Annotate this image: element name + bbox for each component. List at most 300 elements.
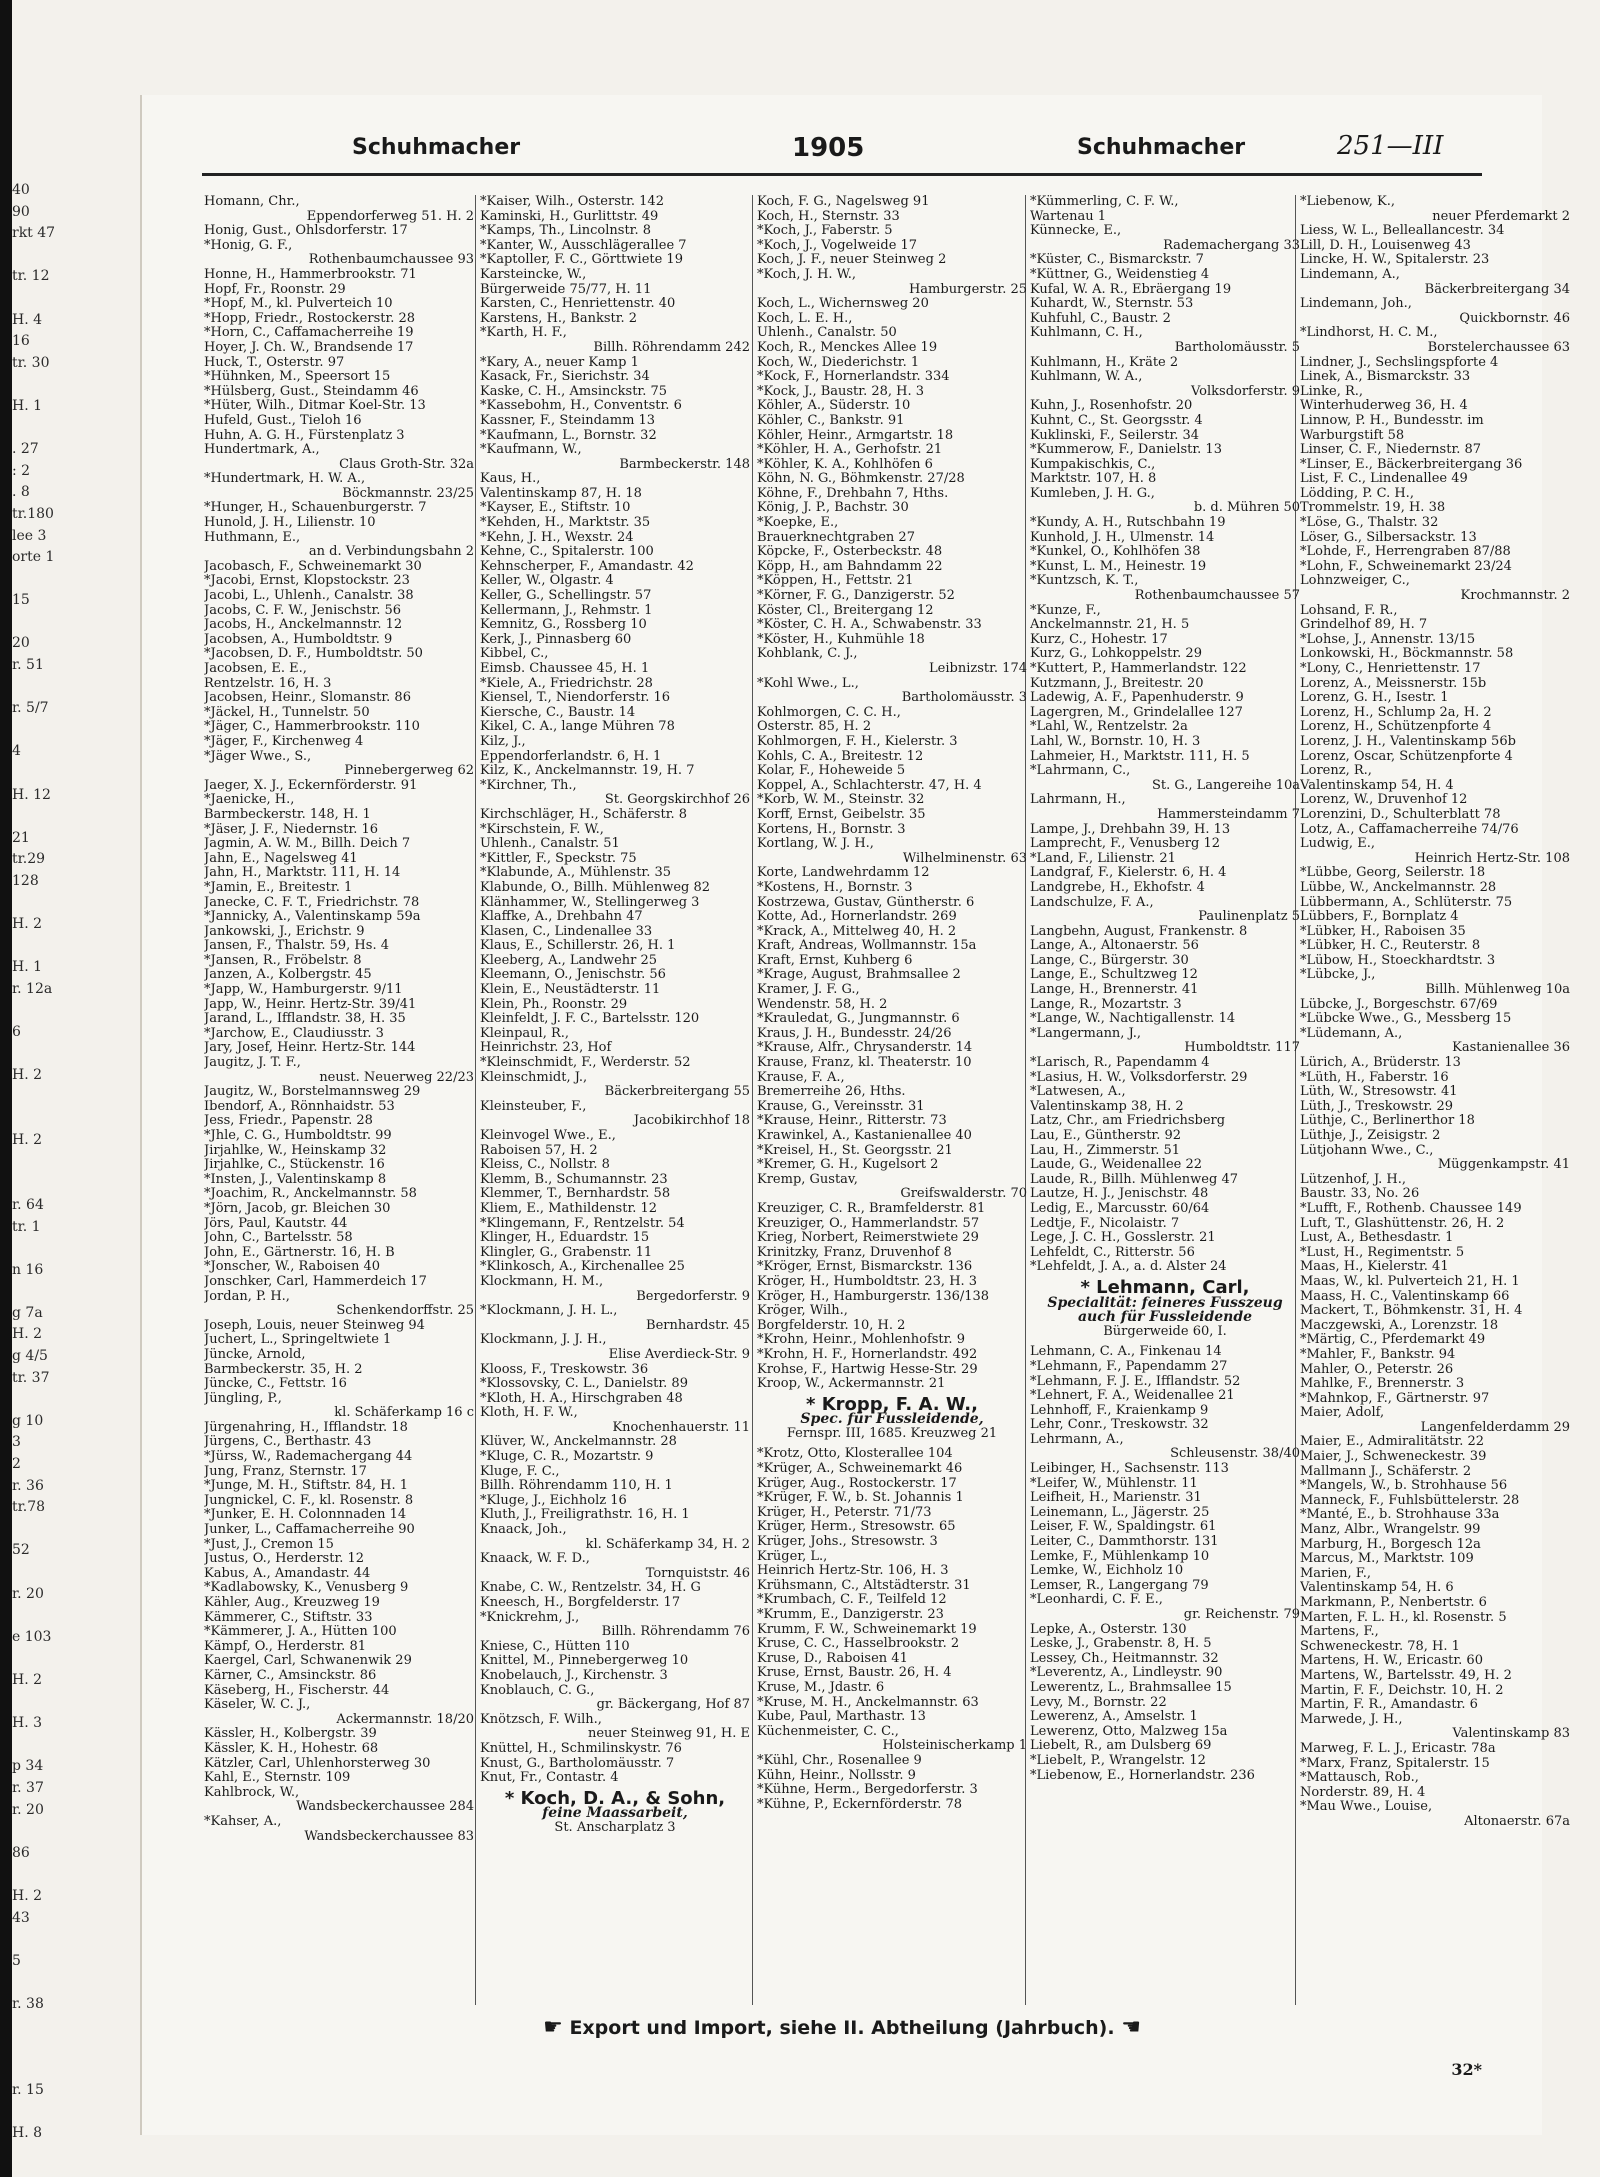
previous-page-text	[12, 1109, 82, 1131]
directory-entry: Kruse, M., Jdastr. 6	[757, 1679, 885, 1695]
directory-entry: Knut, Fr., Contastr. 4	[480, 1770, 619, 1786]
directory-entry: *Körner, F. G., Danzigerstr. 52	[757, 588, 955, 604]
previous-page-text	[12, 569, 82, 591]
directory-entry: Jacobsen, E. E.,	[204, 661, 307, 676]
directory-entry: *Hunger, H., Schauenburgerstr. 7	[204, 500, 427, 516]
previous-page-text: 6	[12, 1024, 21, 1041]
directory-entry: *Lübbe, Georg, Seilerstr. 18	[1300, 865, 1486, 881]
directory-entry: Kufal, W. A. R., Ebräergang 19	[1030, 281, 1232, 297]
directory-entry: Lorenz, W., Druvenhof 12	[1300, 792, 1468, 808]
directory-entry: Landschulze, F. A.,	[1030, 894, 1154, 910]
directory-entry: *Mangels, W., b. Strohhause 56	[1300, 1478, 1508, 1494]
directory-entry: Lohsand, F. R.,	[1300, 602, 1398, 618]
directory-entry: Kärner, C., Amsinckstr. 86	[204, 1667, 377, 1683]
directory-entry: *Krüger, A., Schweinemarkt 46	[757, 1461, 963, 1477]
directory-entry: Maier, Adolf,	[1300, 1405, 1385, 1421]
directory-entry: *Kock, F., Hornerlandstr. 334	[757, 369, 950, 385]
directory-entry: Leiter, C., Dammthorstr. 131	[1030, 1534, 1219, 1550]
directory-entry: Rentzelstr. 16, H. 3	[204, 675, 332, 691]
directory-entry: Huck, T., Osterstr. 97	[204, 354, 345, 370]
directory-entry: *Kary, A., neuer Kamp 1	[480, 354, 639, 370]
directory-entry: Ladewig, A. F., Papenhuderstr. 9	[1030, 690, 1244, 706]
previous-page-text: r. 38	[12, 1995, 44, 2012]
directory-entry: kl. Schäferkamp 34, H. 2	[585, 1536, 750, 1552]
directory-entry: *Liebenow, K.,	[1300, 195, 1396, 209]
directory-entry: Lüthje, C., Berlinerthor 18	[1300, 1113, 1475, 1129]
directory-entry: *Kaiser, Wilh., Osterstr. 142	[480, 195, 664, 209]
directory-entry: Knoblauch, C. G.,	[480, 1682, 595, 1698]
column-4	[1030, 195, 1300, 1995]
directory-entry: Müggenkampstr. 41	[1437, 1157, 1570, 1173]
directory-entry: Knittel, M., Pinnebergerweg 10	[480, 1653, 689, 1669]
directory-entry: Kuhardt, W., Sternstr. 53	[1030, 296, 1194, 312]
directory-entry: Kahl, E., Sternstr. 109	[204, 1770, 351, 1786]
previous-page-text: tr. 12	[12, 268, 50, 285]
directory-entry: Heinrich Hertz-Str. 108	[1414, 850, 1570, 866]
directory-entry: Ledig, E., Marcusstr. 60/64	[1030, 1200, 1210, 1216]
directory-entry: Rothenbaumchaussee 93	[308, 252, 474, 268]
directory-entry: *Klossovsky, C. L., Danielstr. 89	[480, 1376, 688, 1392]
directory-entry: Jacobsen, Heinr., Slomanstr. 86	[204, 690, 411, 706]
directory-entry: Kaminski, H., Gurlittstr. 49	[480, 208, 659, 224]
directory-entry: *Liebenow, E., Hornerlandstr. 236	[1030, 1767, 1255, 1783]
advertisement	[1030, 1276, 1300, 1339]
previous-page-text: tr.180	[12, 505, 54, 522]
previous-page-text: r. 51	[12, 657, 44, 674]
directory-entry: *Lufft, F., Rothenb. Chaussee 149	[1300, 1200, 1522, 1216]
directory-entry: Jahn, H., Marktstr. 111, H. 14	[204, 865, 401, 881]
directory-entry: *Mau Wwe., Louise,	[1300, 1799, 1433, 1815]
directory-entry: Kohlmorgen, F. H., Kielerstr. 3	[757, 733, 958, 749]
directory-entry: Liebelt, R., am Dulsberg 69	[1030, 1738, 1212, 1754]
directory-entry: Knobelauch, J., Kirchenstr. 3	[480, 1667, 668, 1683]
directory-entry: *Linser, E., Bäckerbreitergang 36	[1300, 456, 1523, 472]
directory-entry: Lehr, Conr., Treskowstr. 32	[1030, 1417, 1209, 1433]
directory-entry: Barmbeckerstr. 148, H. 1	[204, 806, 371, 822]
directory-entry: Kunhold, J. H., Ulmenstr. 14	[1030, 529, 1215, 545]
directory-entry: Maas, W., kl. Pulverteich 21, H. 1	[1300, 1273, 1520, 1289]
directory-entry: Klaus, E., Schillerstr. 26, H. 1	[480, 938, 676, 954]
directory-entry: Lewerenz, A., Amselstr. 1	[1030, 1709, 1198, 1725]
directory-entry: Klasen, C., Lindenallee 33	[480, 923, 653, 939]
directory-entry: Valentinskamp 87, H. 18	[480, 485, 642, 501]
directory-entry: Kleeberg, A., Landwehr 25	[480, 952, 658, 968]
directory-entry: Lewerenz, Otto, Malzweg 15a	[1030, 1723, 1228, 1739]
previous-page-text: H. 1	[12, 959, 43, 976]
directory-entry: Maier, J., Schweneckestr. 39	[1300, 1449, 1487, 1465]
directory-entry: Mallmann J., Schäferstr. 2	[1300, 1463, 1472, 1479]
directory-entry: Kastanienallee 36	[1452, 1040, 1570, 1056]
previous-page-text: 2	[12, 1456, 21, 1473]
directory-entry: Jacobikirchhof 18	[633, 1113, 750, 1129]
directory-entry: Lau, H., Zimmerstr. 51	[1030, 1142, 1180, 1158]
directory-entry: Marwede, J. H.,	[1300, 1711, 1403, 1727]
column-2	[480, 195, 750, 1995]
previous-page-text: g 10	[12, 1412, 44, 1429]
directory-entry: *Larisch, R., Papendamm 4	[1030, 1055, 1210, 1071]
directory-entry: *Hülsberg, Gust., Steindamm 46	[204, 383, 419, 399]
directory-entry: Heinrichstr. 23, Hof	[480, 1040, 612, 1056]
directory-entry: Lampe, J., Drehbahn 39, H. 13	[1030, 821, 1231, 837]
directory-entry: Kleinvogel Wwe., E.,	[480, 1128, 616, 1143]
directory-entry: *Kruse, M. H., Anckelmannstr. 63	[757, 1694, 979, 1710]
directory-entry: Warburgstift 58	[1300, 427, 1405, 443]
header-rule	[202, 173, 1482, 176]
directory-entry: Lahmeier, H., Marktstr. 111, H. 5	[1030, 748, 1250, 764]
previous-page-text: lee 3	[12, 527, 47, 544]
directory-entry: *Krohn, H. F., Hornerlandstr. 492	[757, 1346, 978, 1362]
directory-entry: Bremerreihe 26, Hths.	[757, 1084, 906, 1100]
directory-entry: Bartholomäusstr. 5	[1174, 339, 1300, 355]
directory-entry: Jagmin, A. W. M., Billh. Deich 7	[204, 836, 411, 852]
directory-entry: Honne, H., Hammerbrookstr. 71	[204, 266, 417, 282]
directory-entry: *Kröger, Ernst, Bismarckstr. 136	[757, 1259, 973, 1275]
previous-page-text	[12, 2037, 82, 2059]
directory-entry: Tornquiststr. 46	[645, 1565, 750, 1581]
directory-entry: Liess, W. L., Belleallancestr. 34	[1300, 223, 1505, 239]
column-3	[757, 195, 1027, 1995]
directory-entry: Jüncke, Arnold,	[204, 1346, 306, 1362]
directory-entry: Bergedorferstr. 9	[636, 1288, 750, 1304]
advertisement-addr: Fernspr. III, 1685. Kreuzweg 21	[786, 1425, 998, 1441]
directory-page	[140, 95, 1570, 2135]
previous-page-text	[12, 720, 82, 742]
directory-entry: Lonkowski, H., Böckmannstr. 58	[1300, 646, 1514, 662]
directory-entry: Maass, H. C., Valentinskamp 66	[1300, 1288, 1510, 1304]
previous-page-text: H. 2	[12, 1067, 43, 1084]
directory-entry: Kasack, Fr., Sierichstr. 34	[480, 369, 650, 385]
directory-entry: Kloth, H. F. W.,	[480, 1405, 578, 1421]
directory-entry: Kirchschläger, H., Schäferstr. 8	[480, 806, 688, 822]
directory-entry: Kraft, Andreas, Wollmannstr. 15a	[757, 938, 977, 954]
directory-entry: Marweg, F. L. J., Ericastr. 78a	[1300, 1740, 1496, 1756]
directory-entry: Keller, W., Olgastr. 4	[480, 573, 614, 589]
directory-entry: *Krage, August, Brahmsallee 2	[757, 967, 961, 983]
directory-entry: Lützenhof, J. H.,	[1300, 1171, 1407, 1187]
directory-entry: Valentinskamp 38, H. 2	[1030, 1098, 1184, 1114]
directory-entry: Jörs, Paul, Kautstr. 44	[204, 1215, 348, 1231]
directory-entry: Lange, C., Bürgerstr. 30	[1030, 952, 1189, 968]
directory-entry: Eppendorferlandstr. 6, H. 1	[480, 748, 662, 764]
directory-entry: Kohblank, C. J.,	[757, 646, 858, 662]
previous-page-text: e 103	[12, 1628, 52, 1645]
previous-page-text: H. 2	[12, 916, 43, 933]
directory-entry: Mahler, O., Peterstr. 26	[1300, 1361, 1454, 1377]
directory-entry: *Jacobi, Ernst, Klopstockstr. 23	[204, 573, 410, 589]
directory-entry: *Koch, J. H. W.,	[757, 266, 857, 282]
directory-entry: Kröger, H., Hamburgerstr. 136/138	[757, 1288, 990, 1304]
directory-entry: *Marx, Franz, Spitalerstr. 15	[1300, 1755, 1490, 1771]
directory-entry: Kämpf, O., Herderstr. 81	[204, 1638, 366, 1654]
directory-entry: Kumleben, J. H. G.,	[1030, 485, 1155, 501]
directory-entry: Köhler, C., Bankstr. 91	[757, 412, 905, 428]
directory-entry: Valentinskamp 54, H. 4	[1300, 777, 1454, 793]
directory-entry: *Jürss, W., Rademachergang 44	[204, 1449, 413, 1465]
directory-entry: Kikel, C. A., lange Mühren 78	[480, 719, 675, 735]
directory-entry: Kuklinski, F., Seilerstr. 34	[1030, 427, 1200, 443]
directory-entry: Lorenz, R.,	[1300, 763, 1372, 779]
directory-entry: Jacobsen, A., Humboldtstr. 9	[204, 631, 393, 647]
directory-entry: Klüver, W., Anckelmannstr. 28	[480, 1434, 677, 1450]
directory-entry: Jarand, L., Ifflandstr. 38, H. 35	[204, 1011, 406, 1027]
directory-entry: *Kunkel, O., Kohlhöfen 38	[1030, 544, 1201, 560]
directory-entry: *Lohse, J., Annenstr. 13/15	[1300, 631, 1476, 647]
directory-entry: Baustr. 33, No. 26	[1300, 1186, 1420, 1202]
directory-entry: Jirjahlke, C., Stückenstr. 16	[204, 1157, 385, 1173]
directory-entry: *Kassebohm, H., Conventstr. 6	[480, 398, 682, 414]
previous-page-text: H. 2	[12, 1326, 43, 1343]
directory-entry: Klemm, B., Schumannstr. 23	[480, 1171, 668, 1187]
directory-entry: *Lübcke, J.,	[1300, 967, 1376, 983]
directory-entry: neust. Neuerweg 22/23	[319, 1069, 474, 1085]
directory-entry: Kumpakischkis, C.,	[1030, 456, 1156, 472]
directory-entry: *Lange, W., Nachtigallenstr. 14	[1030, 1011, 1236, 1027]
directory-entry: *Krumm, E., Danzigerstr. 23	[757, 1607, 944, 1622]
directory-entry: Klockmann, H. M.,	[480, 1273, 604, 1289]
directory-entry: *Lasius, H. W., Volksdorferstr. 29	[1030, 1069, 1248, 1085]
directory-entry: Lahrmann, H.,	[1030, 792, 1126, 808]
directory-entry: Mahlke, F., Brennerstr. 3	[1300, 1376, 1465, 1392]
previous-page-text: 90	[12, 203, 30, 220]
directory-entry: *Köster, C. H. A., Schwabenstr. 33	[757, 617, 982, 633]
directory-entry: Kilz, K., Anckelmannstr. 19, H. 7	[480, 763, 695, 779]
directory-entry: Linek, A., Bismarckstr. 33	[1300, 369, 1471, 385]
directory-entry: Lagergren, M., Grindelallee 127	[1030, 704, 1243, 720]
directory-entry: Lüth, J., Treskowstr. 29	[1300, 1098, 1454, 1114]
directory-entry: Lautze, H. J., Jenischstr. 48	[1030, 1186, 1209, 1202]
directory-entry: *Jäger, F., Kirchenweg 4	[204, 733, 364, 749]
book-binding-edge	[0, 0, 12, 2177]
directory-entry: *Kostens, H., Bornstr. 3	[757, 879, 913, 895]
previous-page-text: . 27	[12, 441, 39, 458]
directory-entry: Jankowski, J., Erichstr. 9	[204, 923, 365, 939]
directory-entry: Krühsmann, C., Altstädterstr. 31	[757, 1577, 971, 1593]
previous-page-text	[12, 677, 82, 699]
directory-entry: Latz, Chr., am Friedrichsberg	[1030, 1113, 1226, 1129]
directory-entry: Lorenz, A., Meissnerstr. 15b	[1300, 675, 1487, 691]
previous-page-text: H. 3	[12, 1715, 43, 1732]
column-5	[1300, 195, 1570, 1995]
directory-entry: Barmbeckerstr. 35, H. 2	[204, 1361, 363, 1377]
directory-entry: Lorenz, H., Schützenpforte 4	[1300, 719, 1492, 735]
directory-entry: Martin, F. F., Deichstr. 10, H. 2	[1300, 1682, 1504, 1698]
directory-entry: Lotz, A., Caffamacherreihe 74/76	[1300, 821, 1519, 837]
directory-entry: Ledtje, F., Nicolaistr. 7	[1030, 1215, 1180, 1231]
directory-entry: Kabus, A., Amandastr. 44	[204, 1565, 371, 1581]
directory-entry: *Jansen, R., Fröbelstr. 8	[204, 952, 362, 968]
column-divider	[475, 195, 476, 2005]
directory-entry: Kliem, E., Mathildenstr. 12	[480, 1200, 658, 1216]
directory-entry: Krüger, Johs., Stresowstr. 3	[757, 1534, 938, 1550]
directory-entry: *Jäser, J. F., Niedernstr. 16	[204, 821, 379, 837]
advertisement-sub: Specialität: feineres Fusszeug auch für Fussleidende	[1047, 1294, 1283, 1326]
directory-entry: *Kluge, J., Eichholz 16	[480, 1492, 627, 1508]
directory-entry: *Lohde, F., Herrengraben 87/88	[1300, 544, 1511, 560]
directory-entry: Knaack, W. F. D.,	[480, 1551, 590, 1567]
directory-entry: Wandsbeckerchaussee 83	[304, 1828, 474, 1844]
directory-entry: *Koch, J., Vogelweide 17	[757, 237, 918, 253]
directory-entry: *Krack, A., Mittelweg 40, H. 2	[757, 923, 957, 939]
directory-entry: *Lüth, H., Faberstr. 16	[1300, 1069, 1449, 1085]
directory-entry: *Kanter, W., Ausschlägerallee 7	[480, 237, 687, 253]
previous-page-text: 128	[12, 873, 39, 889]
directory-entry: Wartenau 1	[1030, 208, 1107, 224]
previous-page-text: 4	[12, 743, 21, 760]
directory-entry: Kurz, C., Hohestr. 17	[1030, 631, 1168, 647]
directory-entry: Jacobs, H., Anckelmannstr. 12	[204, 617, 403, 633]
previous-page-text	[12, 1972, 82, 1994]
directory-entry: List, F. C., Lindenallee 49	[1300, 471, 1468, 487]
directory-entry: *Lübcke Wwe., G., Messberg 15	[1300, 1011, 1512, 1027]
directory-entry: Uhlenh., Canalstr. 50	[757, 325, 897, 341]
directory-entry: Krüger, H., Peterstr. 71/73	[757, 1504, 932, 1520]
directory-entry: Lust, A., Bethesdastr. 1	[1300, 1230, 1454, 1246]
previous-page-text: 86	[12, 1844, 30, 1861]
directory-entry: Kreuziger, C. R., Bramfelderstr. 81	[757, 1200, 986, 1216]
directory-entry: Krumm, F. W., Schweinemarkt 19	[757, 1621, 977, 1637]
directory-entry: Elise Averdieck-Str. 9	[608, 1346, 750, 1362]
directory-entry: *Köhler, H. A., Gerhofstr. 21	[757, 442, 943, 458]
directory-entry: Kruse, D., Raboisen 41	[757, 1650, 908, 1666]
directory-entry: Kätzler, Carl, Uhlenhorsterweg 30	[204, 1755, 431, 1771]
directory-entry: Jüngling, P.,	[204, 1390, 282, 1406]
directory-entry: *Jaenicke, H.,	[204, 792, 295, 808]
directory-entry: *Lübow, H., Stoeckhardtstr. 3	[1300, 952, 1496, 968]
directory-entry: Kerk, J., Pinnasberg 60	[480, 631, 632, 647]
previous-page-text: 20	[12, 635, 30, 652]
previous-page-text: orte 1	[12, 549, 55, 566]
directory-entry: Karsteincke, W.,	[480, 266, 587, 282]
previous-page-text: g 7a	[12, 1304, 43, 1321]
directory-entry: *Lehmann, F., Papendamm 27	[1030, 1358, 1228, 1374]
previous-page-text: . 8	[12, 484, 30, 501]
directory-entry: Jaugitz, W., Borstelmannsweg 29	[204, 1084, 421, 1100]
directory-entry: *Jonscher, W., Raboisen 40	[204, 1259, 381, 1275]
directory-entry: *Klabunde, A., Mühlenstr. 35	[480, 865, 672, 881]
directory-entry: *Jäckel, H., Tunnelstr. 50	[204, 704, 370, 720]
directory-entry: Lindner, J., Sechslingspforte 4	[1300, 354, 1499, 370]
directory-entry: Linnow, P. H., Bundesstr. im	[1300, 412, 1484, 428]
directory-entry: Kruse, C. C., Hasselbrookstr. 2	[757, 1636, 960, 1652]
directory-entry: *Jäger, C., Hammerbrookstr. 110	[204, 719, 420, 735]
directory-entry: Kemnitz, G., Rossberg 10	[480, 617, 647, 633]
previous-page-text	[12, 1735, 82, 1757]
directory-entry: Klemmer, T., Bernhardstr. 58	[480, 1186, 671, 1202]
directory-entry: *Kreisel, H., St. Georgsstr. 21	[757, 1142, 953, 1158]
directory-entry: Köster, Cl., Breitergang 12	[757, 602, 934, 618]
previous-page-text: H. 4	[12, 311, 43, 328]
directory-entry: *Jarchow, E., Claudiusstr. 3	[204, 1025, 384, 1041]
directory-entry: Jürgens, C., Berthastr. 43	[204, 1434, 372, 1450]
directory-entry: Japp, W., Heinr. Hertz-Str. 39/41	[204, 996, 417, 1012]
directory-entry: Käseberg, H., Fischerstr. 44	[204, 1682, 390, 1698]
directory-entry: *Leverentz, A., Lindleystr. 90	[1030, 1665, 1223, 1681]
directory-entry: Kellermann, J., Rehmstr. 1	[480, 602, 653, 618]
previous-page-text	[12, 1389, 82, 1411]
directory-entry: Jaeger, X. J., Eckernförderstr. 91	[204, 777, 418, 793]
page-header	[142, 125, 1542, 165]
directory-entry: Löser, G., Silbersackstr. 13	[1300, 529, 1477, 545]
directory-entry: *Liebelt, P., Wrangelstr. 12	[1030, 1752, 1206, 1768]
previous-page-text	[12, 374, 82, 396]
directory-entry: Kleemann, O., Jenischstr. 56	[480, 967, 666, 983]
directory-entry: *Junge, M. H., Stiftstr. 84, H. 1	[204, 1478, 408, 1494]
directory-entry: an d. Verbindungsbahn 2	[308, 544, 474, 560]
directory-entry: Marten, F. L. H., kl. Rosenstr. 5	[1300, 1609, 1507, 1625]
directory-entry: Böckmannstr. 23/25	[342, 485, 474, 501]
directory-entry: Klooss, F., Treskowstr. 36	[480, 1361, 649, 1377]
directory-entry: *Kümmerling, C. F. W.,	[1030, 195, 1179, 209]
directory-entry: *Küster, C., Bismarckstr. 7	[1030, 252, 1204, 268]
previous-page-text	[12, 1605, 82, 1627]
previous-page-text: r. 20	[12, 1585, 44, 1602]
directory-entry: Jahn, E., Nagelsweg 41	[204, 850, 358, 866]
previous-page-text: r. 5/7	[12, 700, 49, 717]
directory-entry: Hundertmark, A.,	[204, 442, 320, 458]
header-left-title: Schuhmacher	[352, 135, 521, 160]
directory-entry: Kluth, J., Freiligrathstr. 16, H. 1	[480, 1507, 690, 1523]
directory-entry: Lehrmann, A.,	[1030, 1431, 1124, 1447]
directory-entry: *Krotz, Otto, Klosterallee 104	[757, 1446, 953, 1462]
directory-entry: *Kaufmann, L., Bornstr. 32	[480, 427, 657, 443]
directory-entry: Quickbornstr. 46	[1459, 310, 1570, 326]
directory-entry: *Langermann, J.,	[1030, 1025, 1142, 1041]
directory-entry: Wilhelminenstr. 63	[902, 850, 1027, 866]
directory-entry: *Latwesen, A.,	[1030, 1084, 1126, 1100]
directory-entry: Kuhlmann, C. H.,	[1030, 325, 1143, 341]
directory-entry: Huthmann, E.,	[204, 529, 301, 545]
previous-page-text	[12, 1821, 82, 1843]
directory-entry: Krüger, L.,	[757, 1548, 828, 1564]
directory-entry: *Kloth, H. A., Hirschgraben 48	[480, 1390, 683, 1406]
directory-entry: Raboisen 57, H. 2	[480, 1142, 598, 1158]
directory-entry: Klein, Ph., Roonstr. 29	[480, 996, 628, 1012]
directory-entry: *Junker, E. H. Colonnnaden 14	[204, 1507, 407, 1523]
directory-entry: *Kunze, F.,	[1030, 602, 1101, 618]
directory-entry: Kruse, Ernst, Baustr. 26, H. 4	[757, 1665, 952, 1681]
previous-page-text: H. 2	[12, 1671, 43, 1688]
footer-note	[142, 2015, 1542, 2040]
directory-entry: Krohse, F., Hartwig Hesse-Str. 29	[757, 1361, 978, 1377]
directory-entry: Kurz, G., Lohkoppelstr. 29	[1030, 646, 1202, 662]
previous-page-text: rkt 47	[12, 225, 56, 242]
directory-entry: Paulinenplatz 5	[1198, 909, 1300, 925]
directory-entry: Maier, E., Admiralitätstr. 22	[1300, 1434, 1485, 1450]
previous-page-text	[12, 893, 82, 915]
signature-mark: 32*	[1451, 2060, 1482, 2079]
directory-entry: Lill, D. H., Louisenweg 43	[1300, 237, 1471, 253]
previous-page-text	[12, 1001, 82, 1023]
directory-entry: Huhn, A. G. H., Fürstenplatz 3	[204, 427, 405, 443]
directory-entry: Laude, G., Weidenallee 22	[1030, 1157, 1203, 1173]
directory-entry: Linke, R.,	[1300, 383, 1364, 399]
directory-entry: Rademachergang 33	[1163, 237, 1300, 253]
directory-entry: *Kremer, G. H., Kugelsort 2	[757, 1157, 939, 1173]
directory-entry: *Leifer, W., Mühlenstr. 11	[1030, 1475, 1198, 1491]
directory-entry: Jüncke, C., Fettstr. 16	[204, 1376, 347, 1392]
directory-entry: Leske, J., Grabenstr. 8, H. 5	[1030, 1636, 1212, 1652]
directory-entry: *Kaufmann, W.,	[480, 442, 582, 458]
pointing-hand-left-icon: ☚	[1121, 2015, 1141, 2040]
previous-page-text: H. 2	[12, 1132, 43, 1149]
directory-entry: Markmann, P., Nenbertstr. 6	[1300, 1595, 1487, 1610]
directory-entry: Bartholomäusstr. 3	[901, 690, 1027, 706]
previous-page-text: tr. 1	[12, 1218, 41, 1235]
previous-page-text: 15	[12, 592, 30, 609]
directory-entry: Knaack, Joh.,	[480, 1522, 567, 1538]
directory-entry: Lödding, P. C. H.,	[1300, 485, 1414, 501]
directory-entry: Klabunde, O., Billh. Mühlenweg 82	[480, 879, 711, 895]
